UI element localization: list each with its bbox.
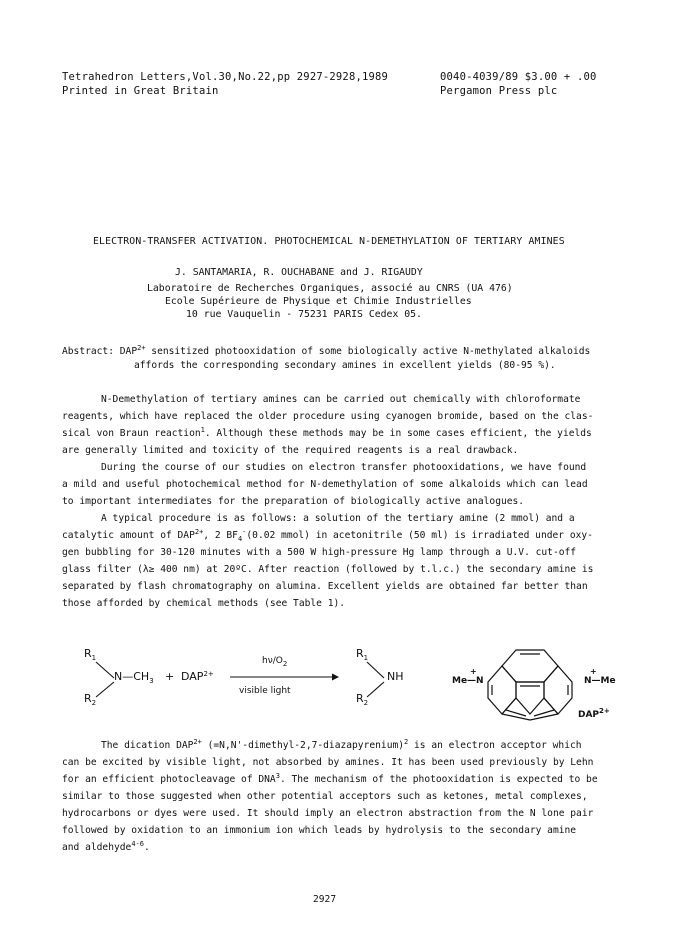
p2-line-3: to important intermediates for the preparation of biologically active analogues. (62, 496, 525, 507)
product-r1: $R_1$ (356, 647, 369, 662)
p4-line-6: followed by oxidation to an immonium ion which leads by hydrolysis to the secondary amine (62, 825, 577, 836)
p2-line-2: a mild and useful photochemical method for N-demethylation of some alkaloids which can lead (62, 479, 588, 490)
authors: J. SANTAMARIA, R. OUCHABANE and J. RIGAUDY (175, 267, 423, 278)
p4-line-1: The dication $DAP^{2+}$ (=N,N'-dimethyl-2,7-diazapyrenium)$^2$ is an electron acceptor which (101, 738, 582, 751)
p1-line-4: are generally limited and toxicity of the required reagents is a real drawback. (62, 445, 519, 456)
reaction-arrow (228, 672, 340, 682)
issn-price: 0040-4039/89 $3.00 + .00 (440, 71, 597, 83)
affiliation-line-2: Ecole Supérieure de Physique et Chimie Industrielles (165, 296, 472, 307)
dap-me-left: Me—N (452, 676, 484, 686)
page-number: 2927 (313, 894, 337, 905)
p4-line-3: for an efficient photocleavage of DNA$^3$. The mechanism of the photooxidation is expected to be (62, 772, 598, 785)
p4-line-4: similar to those suggested when other potential acceptors such as ketones, metal complexes, (62, 791, 588, 802)
reactant-r2: $R_2$ (84, 692, 97, 707)
arrow-condition-top: $h\nu/O_2$ (262, 656, 288, 668)
ref-1: 1 (200, 426, 205, 434)
ref-2: 2 (404, 738, 409, 746)
dap-left-n-plus: + (470, 667, 477, 676)
dap-label: $DAP^{2+}$ (578, 707, 610, 720)
paper-title: ELECTRON-TRANSFER ACTIVATION. PHOTOCHEMICAL N-DEMETHYLATION OF TERTIARY AMINES (93, 236, 565, 247)
p3-line-2: catalytic amount of $DAP^{2+}$, 2 $BF_4^-(0.02$ mmol) in acetonitrile (50 ml) is irradiated under oxy- (62, 528, 593, 543)
abstract-label: Abstract: (62, 346, 114, 357)
p4-line-5: hydrocarbons or dyes were used. It should imply an electron abstraction from the N lone pair (62, 808, 594, 819)
p4-line-2: can be excited by visible light, not absorbed by amines. It has been used previously by Lehn (62, 757, 594, 768)
publisher: Pergamon Press plc (440, 85, 558, 97)
reactant-n-methyl: $N—CH_3$ (114, 670, 154, 685)
dap-me-right: N—Me (584, 676, 616, 686)
p3-line-4: glass filter (λ≥ 400 nm) at 20ºC. After reaction (followed by t.l.c.) the secondary amine is (62, 564, 594, 575)
journal-citation: Tetrahedron Letters,Vol.30,No.22,pp 2927-2928,1989 (62, 71, 389, 83)
abstract-line-1: Abstract: $DAP^{2+}$ sensitized photooxidation of some biologically active N-methylated alkaloids (62, 344, 591, 357)
printed-in: Printed in Great Britain (62, 85, 219, 97)
dap-right-n-plus: + (590, 667, 597, 676)
ref-3: 3 (275, 772, 280, 780)
abstract-line-2: affords the corresponding secondary amines in excellent yields (80-95 %). (134, 360, 556, 371)
p4-line-7: and aldehyde$^{4-6}$. (62, 840, 150, 853)
p3-line-5: separated by flash chromatography on alumina. Excellent yields are obtained far better than (62, 581, 588, 592)
p1-line-1: N-Demethylation of tertiary amines can be carried out chemically with chloroformate (101, 394, 581, 405)
p2-line-1: During the course of our studies on electron transfer photooxidations, we have found (101, 462, 587, 473)
plus-sign: + (165, 670, 175, 683)
ref-4-6: 4-6 (131, 840, 144, 848)
arrow-condition-bottom: visible light (239, 686, 291, 696)
p3-line-6: those afforded by chemical methods (see Table 1). (62, 598, 346, 609)
reactant-dap: $DAP^{2+}$ (181, 670, 214, 683)
p3-line-3: gen bubbling for 30-120 minutes with a 500 W high-pressure Hg lamp through a U.V. cut-off (62, 547, 577, 558)
dap-structure-diagram (468, 640, 592, 724)
p1-line-2: reagents, which have replaced the older procedure using cyanogen bromide, based on the clas- (62, 411, 594, 422)
affiliation-line-3: 10 rue Vauquelin - 75231 PARIS Cedex 05. (186, 309, 422, 320)
p3-line-1: A typical procedure is as follows: a solution of the tertiary amine (2 mmol) and a (101, 513, 575, 524)
affiliation-line-1: Laboratoire de Recherches Organiques, associé au CNRS (UA 476) (147, 283, 513, 294)
product-r2: $R_2$ (356, 692, 369, 707)
reactant-r1: $R_1$ (84, 647, 97, 662)
p1-line-3: sical von Braun reaction$^1$. Although these methods may be in some cases efficient, the yields (62, 426, 592, 439)
product-nh: NH (387, 670, 404, 683)
